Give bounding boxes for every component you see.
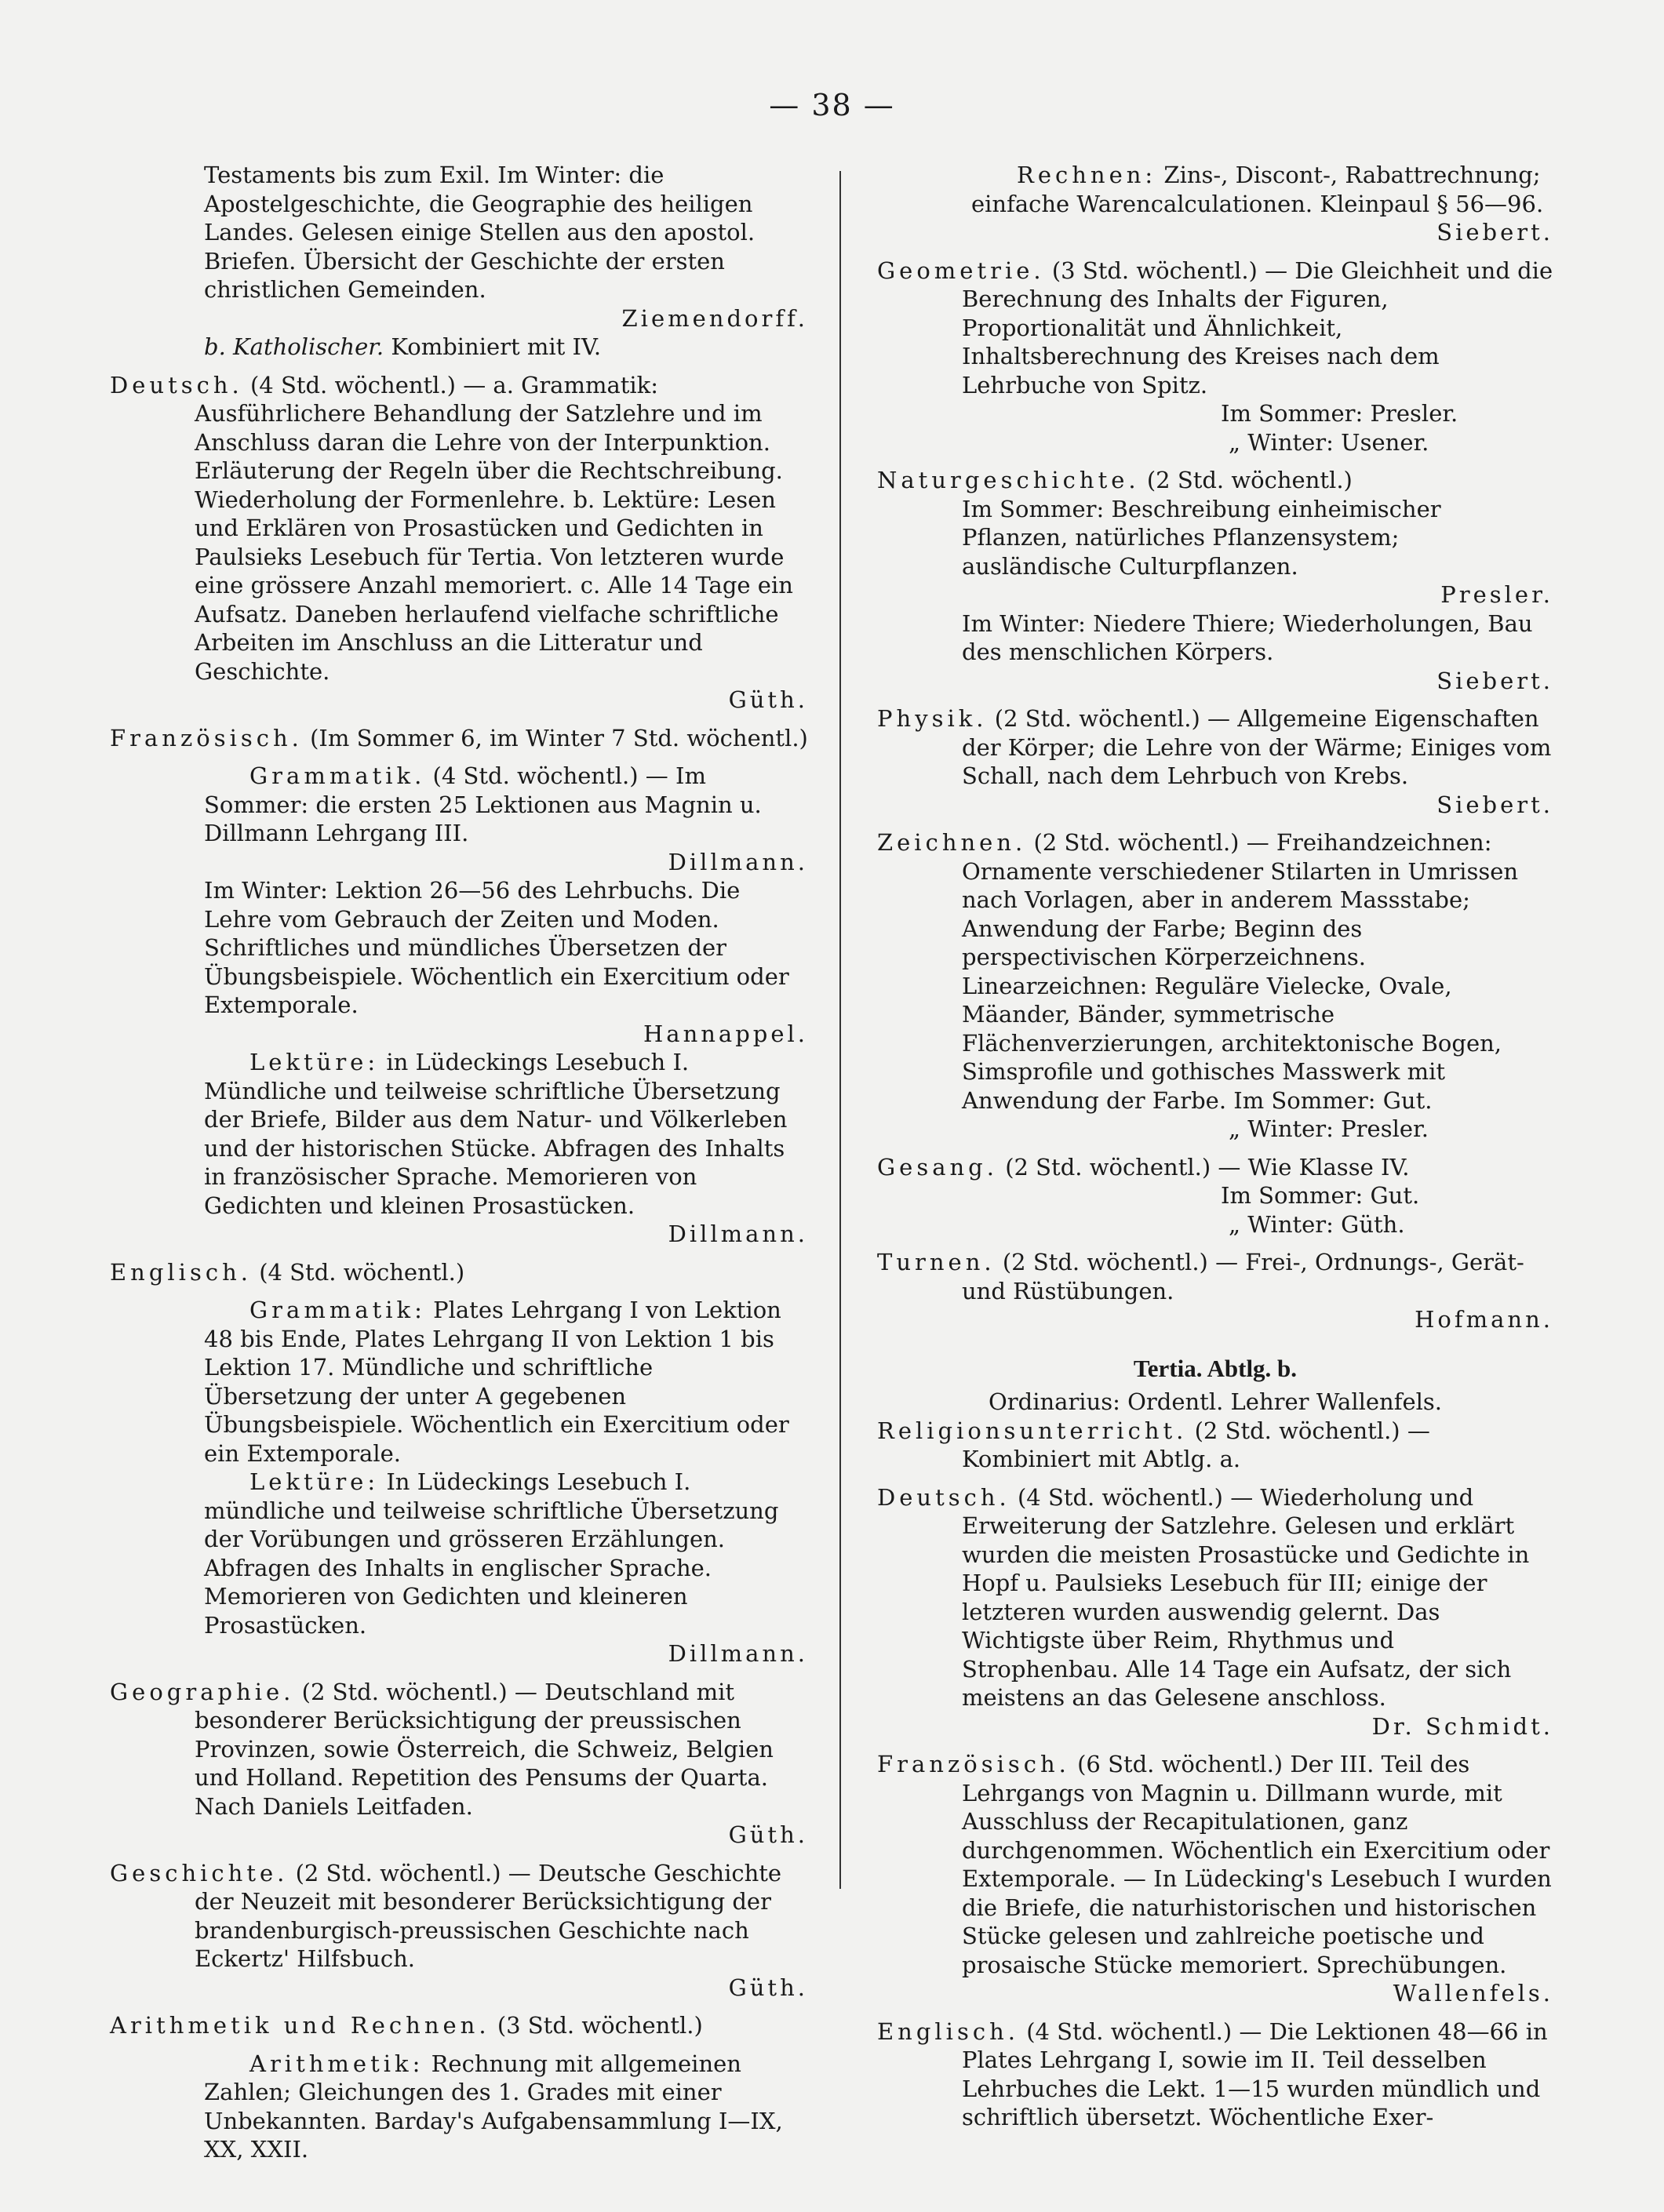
- teacher-winter: „ Winter: Presler.: [1229, 1115, 1429, 1142]
- subject-heading: Englisch.: [877, 2017, 1019, 2045]
- zeichnen-section: [877, 828, 1553, 1144]
- subject-heading: Turnen.: [877, 1249, 996, 1275]
- subject-body: (4 Std. wöchentl.) — Wiederholung und Erweiterung der Satzlehre. Gelesen und erklärt wurden die meisten Prosastücke und Gedichte in Hopf u. Paulsieks Lesebuch für III; einige der letzteren wurden auswendig gelernt. Das Wichtigste über Reim, Rhythmus und Strophenbau. Alle 14 Tage ein Aufsatz, der sich meistens an das Gelesene anschloss.: [962, 1483, 1530, 1711]
- arithmetik-label: Arithmetik:: [249, 2050, 424, 2077]
- subject-heading: Französisch.: [877, 1751, 1070, 1777]
- signature: Hannappel.: [643, 1020, 808, 1047]
- rechnen-paragraph: [971, 161, 1553, 218]
- signature: Dillmann.: [668, 848, 808, 875]
- signature: Güth.: [728, 1821, 808, 1848]
- subject-body: (2 Std. wöchentl.) — Frei-, Ordnungs-, Gerät- und Rüstübungen.: [962, 1249, 1524, 1304]
- subject-body: (2 Std. wöchentl.) — Wie Klasse IV.: [1005, 1153, 1410, 1181]
- katholisch-label: b. Katholischer.: [204, 333, 384, 360]
- column-divider: [839, 171, 841, 1889]
- lektuere-paragraph: [204, 1468, 808, 1639]
- grammatik-paragraph: [204, 1296, 808, 1468]
- turnen-section: [877, 1248, 1553, 1334]
- signature: Güth.: [728, 1974, 808, 2001]
- englisch-details: [110, 1296, 808, 1668]
- subject-heading: Französisch.: [110, 724, 303, 751]
- winter-text: Im Winter: Niedere Thiere; Wiederholungen, Bau des menschlichen Körpers.: [962, 609, 1533, 665]
- section-heading: Tertia. Abtlg. b.: [1133, 1354, 1298, 1382]
- subject-body: (4 Std. wöchentl.) — Die Lektionen 48—66 in Plates Lehrgang I, sowie im II. Teil desselben Lehrbuches die Lekt. 1—15 wurden mündlich und schriftlich übersetzt. Wöchentliche Exer-: [962, 2017, 1548, 2130]
- lektuere-label: Lektüre:: [249, 1049, 380, 1075]
- rechnen-section: [877, 161, 1553, 247]
- subject-heading: Naturgeschichte.: [877, 467, 1140, 493]
- subject-heading: Physik.: [877, 705, 988, 732]
- lektuere-text: In Lüdeckings Lesebuch I. mündliche und teilweise schriftliche Übersetzung der Vorübungen und grösseren Erzählungen. Abfragen des Inhalts in englischer Sprache. Memorieren von Gedichten und kleineren Prosastücken.: [204, 1468, 779, 1639]
- subject-body: (4 Std. wöchentl.) — a. Grammatik: Ausführlichere Behandlung der Satzlehre und im Anschluss daran die Lehre von der Interpunktion. Erläuterung der Regeln über die Rechtschreibung. Wiederholung der Formenlehre. b. Lektüre: Lesen und Erklären von Prosastücken und Gedichten in Paulsieks Lesebuch für Tertia. Von letzteren wurde eine grössere Anzahl memoriert. c. Alle 14 Tage ein Aufsatz. Daneben herlaufend vielfache schriftliche Arbeiten im Anschluss an die Litteratur und Geschichte.: [195, 371, 793, 685]
- gesang-section: [877, 1153, 1553, 1239]
- subject-body: (2 Std. wöchentl.) — Kombiniert mit Abtlg. a.: [962, 1417, 1430, 1472]
- signature: Ziemendorff.: [621, 304, 808, 332]
- subject-body: (2 Std. wöchentl.) — Freihandzeichnen: Ornamente verschiedener Stilarten in Umrissen nach Vorlagen, aber in anderem Massstabe; Anwendung der Farbe; Beginn des perspectivischen Körperzeichnens. Linearzeichnen: Reguläre Vielecke, Ovale, Mäander, Bänder, symmetrische Flächenverzierungen, architektonische Bogen, Simsprofile und gothisches Masswerk mit Anwendung der Farbe. Im Sommer: Gut.: [962, 829, 1519, 1114]
- geometrie-section: [877, 256, 1553, 457]
- geschichte-section: [110, 1859, 808, 2003]
- subject-heading: Gesang.: [877, 1153, 998, 1181]
- grammatik-text: (4 Std. wöchentl.) — Im Sommer: die ersten 25 Lektionen aus Magnin u. Dillmann Lehrgang III.: [204, 762, 762, 846]
- teacher-winter: „ Winter: Güth.: [1229, 1210, 1405, 1238]
- englisch-section: [110, 1258, 808, 1287]
- signature: Dillmann.: [668, 1221, 808, 1247]
- teacher-winter: „ Winter: Usener.: [1229, 428, 1429, 456]
- arithmetik-details: [110, 2050, 808, 2164]
- signature: Siebert.: [1436, 219, 1553, 246]
- subject-heading: Geometrie.: [877, 256, 1045, 284]
- right-column: [877, 161, 1553, 2141]
- page-number: — 38 —: [769, 88, 895, 122]
- subject-body: (3 Std. wöchentl.): [497, 2012, 703, 2039]
- teacher-sommer: Im Sommer: Presler.: [1221, 400, 1458, 427]
- sommer-text: Im Sommer: Beschreibung einheimischer Pflanzen, natürliches Pflanzensystem; ausländische Culturpflanzen.: [962, 495, 1441, 580]
- subject-heading: Deutsch.: [110, 371, 243, 398]
- signature: Dr. Schmidt.: [1371, 1712, 1553, 1740]
- signature: Dillmann.: [668, 1640, 808, 1667]
- lektuere-paragraph: [204, 1048, 808, 1220]
- teacher-sommer: Im Sommer: Gut.: [1221, 1182, 1420, 1209]
- left-column: [110, 161, 808, 2174]
- subject-body: (4 Std. wöchentl.): [259, 1258, 465, 1286]
- grammatik-label: Grammatik.: [249, 762, 426, 789]
- signature: Siebert.: [1436, 791, 1553, 818]
- katholisch-line: [110, 333, 808, 362]
- englisch-section-b: [877, 2017, 1553, 2132]
- arithmetik-text: Rechnung mit allgemeinen Zahlen; Gleichungen des 1. Grades mit einer Unbekannten. Barday's Aufgabensammlung I—IX, XX, XXII.: [204, 2050, 783, 2163]
- signature: Siebert.: [1436, 667, 1553, 694]
- subject-heading: Zeichnen.: [877, 829, 1027, 856]
- franzoesisch-grammatik: [110, 762, 808, 1249]
- subject-body: (2 Std. wöchentl.) — Deutsche Geschichte der Neuzeit mit besonderer Berücksichtigung der brandenburgisch-preussischen Geschichte nach Eckertz' Hilfsbuch.: [195, 1859, 782, 1972]
- ordinarius-line: Ordinarius: Ordentl. Lehrer Wallenfels.: [989, 1388, 1442, 1415]
- subject-body: (6 Std. wöchentl.) Der III. Teil des Lehrgangs von Magnin u. Dillmann wurde, mit Ausschluss der Recapitulationen, ganz durchgenommen. Wöchentlich ein Exercitium oder Extemporale. — In Lüdecking's Lesebuch I wurden die Briefe, die naturhistorischen und historischen Stücke gelesen und zahlreiche poetische und prosaische Stücke memoriert. Sprechübungen.: [962, 1751, 1552, 1978]
- arithmetik-section: [110, 2011, 808, 2040]
- grammatik-text: Plates Lehrgang I von Lektion 48 bis Ende, Plates Lehrgang II von Lektion 1 bis Lektion 17. Mündliche und schriftliche Übersetzung der unter A gegebenen Übungsbeispiele. Wöchentlich ein Exercitium oder ein Extemporale.: [204, 1297, 789, 1467]
- subject-body: (Im Sommer 6, im Winter 7 Std. wöchentl.): [310, 724, 808, 751]
- rechnen-label: Rechnen:: [1017, 162, 1157, 188]
- subject-body: (3 Std. wöchentl.) — Die Gleichheit und die Berechnung des Inhalts der Figuren, Proportionalität und Ähnlichkeit, Inhaltsberechnung des Kreises nach dem Lehrbuche von Spitz.: [962, 256, 1553, 398]
- arithmetik-paragraph: [204, 2050, 808, 2164]
- signature: Presler.: [1440, 581, 1553, 608]
- lektuere-text: in Lüdeckings Lesebuch I. Mündliche und teilweise schriftliche Übersetzung der Briefe, Bilder aus dem Natur- und Völkerleben und der historischen Stücke. Abfragen des Inhalts in französischer Sprache. Memorieren von Gedichten und kleinen Prosastücken.: [204, 1049, 788, 1219]
- katholisch-text: Kombiniert mit IV.: [391, 333, 602, 360]
- franzoesisch-section-b: [877, 1750, 1553, 2008]
- subject-heading: Geographie.: [110, 1678, 295, 1705]
- signature: Wallenfels.: [1393, 1980, 1553, 2006]
- subject-body: (2 Std. wöchentl.): [1146, 467, 1353, 493]
- subject-body: (2 Std. wöchentl.) — Deutschland mit besonderer Berücksichtigung der preussischen Provinzen, sowie Österreich, die Schweiz, Belgien und Holland. Repetition des Pensums der Quarta. Nach Daniels Leitfaden.: [195, 1678, 774, 1820]
- subject-heading: Geschichte.: [110, 1859, 289, 1886]
- physik-section: [877, 704, 1553, 819]
- rechnen-text: Zins-, Discont-, Rabattrechnung; einfache Warencalculationen. Kleinpaul § 56—96.: [971, 162, 1544, 217]
- geographie-section: [110, 1678, 808, 1850]
- continuation-text: Testaments bis zum Exil. Im Winter: die Apostelgeschichte, die Geographie des heiligen Landes. Gelesen einige Stellen aus den apostol. Briefen. Übersicht der Geschichte der ersten christlichen Gemeinden.: [204, 162, 756, 303]
- winter-text: Im Winter: Lektion 26—56 des Lehrbuchs. Die Lehre vom Gebrauch der Zeiten und Moden. Schriftliches und mündliches Übersetzen der Übungsbeispiele. Wöchentlich ein Exercitium oder Extemporale.: [204, 877, 789, 1018]
- subject-body: (2 Std. wöchentl.) — Allgemeine Eigenschaften der Körper; die Lehre von der Wärme; Einiges vom Schall, nach dem Lehrbuch von Krebs.: [962, 705, 1552, 789]
- grammatik-label: Grammatik:: [249, 1297, 426, 1323]
- religion-continuation: [110, 161, 808, 362]
- naturgeschichte-section: [877, 466, 1553, 695]
- franzoesisch-section: [110, 724, 808, 753]
- deutsch-section: [110, 371, 808, 715]
- subject-heading: Englisch.: [110, 1258, 252, 1286]
- signature: Güth.: [728, 686, 808, 713]
- subject-heading: Religionsunterricht.: [877, 1417, 1188, 1444]
- signature: Hofmann.: [1415, 1306, 1553, 1333]
- lektuere-label: Lektüre:: [249, 1468, 380, 1495]
- subject-heading: Deutsch.: [877, 1483, 1010, 1511]
- religionsunterricht-section: [877, 1417, 1553, 1474]
- deutsch-section-b: [877, 1483, 1553, 1741]
- grammatik-paragraph: [204, 762, 808, 848]
- subject-heading: Arithmetik und Rechnen.: [110, 2012, 490, 2039]
